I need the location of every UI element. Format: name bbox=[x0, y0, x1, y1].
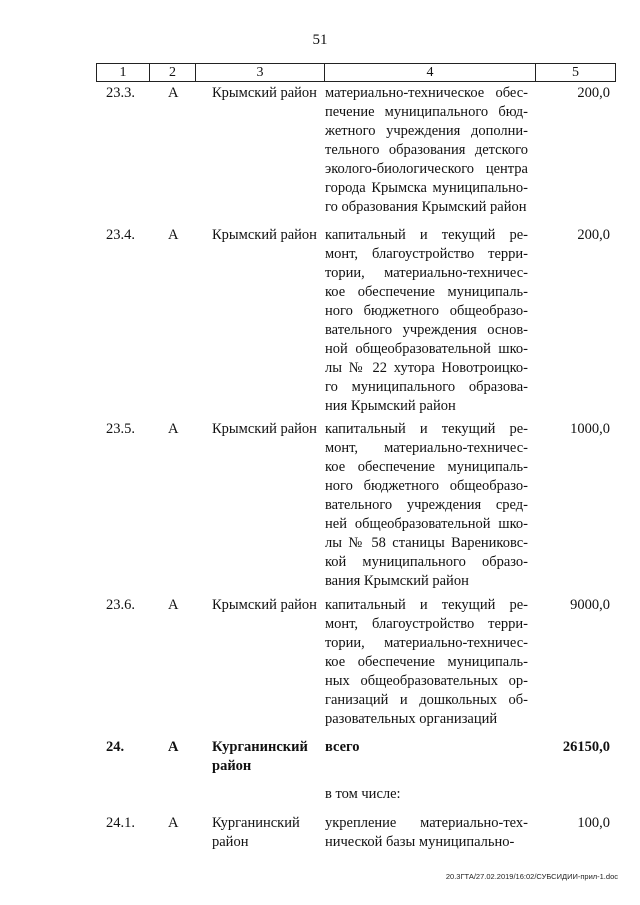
row-number bbox=[106, 785, 156, 804]
row-amount bbox=[540, 738, 610, 757]
row-amount-text: 100,0 bbox=[577, 815, 610, 831]
row-description bbox=[325, 84, 528, 217]
row-amount-text: 26150,0 bbox=[562, 739, 610, 755]
row-amount bbox=[540, 785, 610, 804]
row-description-line: ния Крымский район bbox=[325, 398, 456, 414]
row-description-line: вания Крымский район bbox=[325, 573, 469, 589]
header-col-4: 4 bbox=[325, 64, 536, 81]
row-description bbox=[325, 738, 528, 757]
row-description-line: тельного образования детского bbox=[325, 142, 528, 158]
header-col-5: 5 bbox=[572, 65, 579, 80]
row-district bbox=[212, 420, 316, 439]
row-description-line: нической базы муниципально- bbox=[325, 834, 515, 850]
file-footer: 20.3ГТА/27.02.2019/16:02/СУБСИДИИ-прил-1.doc bbox=[445, 872, 618, 881]
row-number bbox=[106, 226, 156, 245]
row-category-text: А bbox=[168, 85, 179, 101]
row-description bbox=[325, 785, 528, 804]
row-number-text: 23.6. bbox=[106, 597, 135, 613]
row-amount bbox=[540, 814, 610, 833]
row-category-text: А bbox=[168, 227, 179, 243]
row-number-text: 24. bbox=[106, 739, 125, 755]
row-category bbox=[168, 814, 198, 833]
row-description bbox=[325, 420, 528, 591]
row-number-text: 23.4. bbox=[106, 227, 135, 243]
row-description-line: лы № 22 хутора Новотроицко- bbox=[325, 360, 528, 376]
row-description-line: эколого-биологического центра bbox=[325, 161, 528, 177]
row-category-text bbox=[168, 785, 198, 804]
row-category bbox=[168, 420, 198, 439]
header-col-3: 3 bbox=[196, 64, 325, 81]
row-number bbox=[106, 596, 156, 615]
row-district-line: район bbox=[212, 758, 252, 774]
row-description-line: тории, материально-техничес- bbox=[325, 635, 528, 651]
row-description-line: всего bbox=[325, 739, 360, 755]
row-district bbox=[212, 84, 316, 103]
row-description-line: разовательных организаций bbox=[325, 711, 498, 727]
row-amount bbox=[540, 84, 610, 103]
row-category bbox=[168, 785, 198, 804]
row-description bbox=[325, 596, 528, 729]
row-description-line: капитальный и текущий ре- bbox=[325, 597, 528, 613]
row-amount bbox=[540, 596, 610, 615]
row-description-line: монт, благоустройство терри- bbox=[325, 616, 528, 632]
header-col-1: 1 bbox=[97, 64, 150, 81]
row-description-line: укрепление материально-тех- bbox=[325, 815, 528, 831]
row-description-line: капитальный и текущий ре- bbox=[325, 421, 528, 437]
row-category-text: А bbox=[168, 421, 179, 437]
row-number-text: 23.3. bbox=[106, 85, 135, 101]
row-description-line: ного бюджетного общеобразо- bbox=[325, 303, 528, 319]
row-description-line: монт, материально-техничес- bbox=[325, 440, 528, 456]
row-description-line: кое обеспечение муниципаль- bbox=[325, 284, 528, 300]
row-description-line: вательного учреждения основ- bbox=[325, 322, 528, 338]
row-description-line: кой муниципального образо- bbox=[325, 554, 528, 570]
row-amount bbox=[540, 420, 610, 439]
row-district bbox=[212, 596, 316, 615]
row-district-line: Крымский район bbox=[212, 421, 317, 437]
row-description-line: кое обеспечение муниципаль- bbox=[325, 459, 528, 475]
row-amount-text: 200,0 bbox=[577, 227, 610, 243]
row-description bbox=[325, 226, 528, 416]
row-description-line: капитальный и текущий ре- bbox=[325, 227, 528, 243]
row-category-text: А bbox=[168, 597, 179, 613]
row-amount-text: 9000,0 bbox=[570, 597, 610, 613]
row-number bbox=[106, 84, 156, 103]
row-number-text bbox=[106, 785, 156, 804]
row-category bbox=[168, 738, 198, 757]
row-description-line: материально-техническое обес- bbox=[325, 85, 528, 101]
page-number: 51 bbox=[312, 32, 328, 48]
row-district bbox=[212, 814, 316, 852]
row-description-line: ной общеобразовательной шко- bbox=[325, 341, 528, 357]
row-category-text: А bbox=[168, 739, 179, 755]
row-category-text: А bbox=[168, 815, 179, 831]
row-number bbox=[106, 738, 156, 757]
row-description-line: тории, материально-техничес- bbox=[325, 265, 528, 281]
row-description-line: го образования Крымский район bbox=[325, 199, 527, 215]
row-category bbox=[168, 596, 198, 615]
row-district bbox=[212, 226, 316, 245]
row-amount-text: 200,0 bbox=[577, 85, 610, 101]
row-district-line: район bbox=[212, 834, 249, 850]
table-header bbox=[96, 63, 616, 82]
row-number-text: 23.5. bbox=[106, 421, 135, 437]
row-description-line: города Крымска муниципально- bbox=[325, 180, 528, 196]
row-description-line: ных общеобразовательных ор- bbox=[325, 673, 528, 689]
row-amount bbox=[540, 226, 610, 245]
row-description-line: го муниципального образова- bbox=[325, 379, 528, 395]
row-number bbox=[106, 420, 156, 439]
row-district-line: Курганинский bbox=[212, 815, 300, 831]
row-amount-text: 1000,0 bbox=[570, 421, 610, 437]
row-category bbox=[168, 226, 198, 245]
row-amount-text bbox=[540, 785, 610, 804]
row-description-line: вательного учреждения сред- bbox=[325, 497, 528, 513]
row-description-line: печение муниципального бюд- bbox=[325, 104, 528, 120]
row-description-line: кое обеспечение муниципаль- bbox=[325, 654, 528, 670]
row-number bbox=[106, 814, 156, 833]
row-district-line: Крымский район bbox=[212, 85, 317, 101]
row-description-line: жетного учреждения дополни- bbox=[325, 123, 528, 139]
row-description-line: в том числе: bbox=[325, 786, 401, 802]
row-district-line: Курганинский bbox=[212, 739, 308, 755]
row-district-line: Крымский район bbox=[212, 597, 317, 613]
header-col-2: 2 bbox=[150, 64, 196, 81]
row-number-text: 24.1. bbox=[106, 815, 135, 831]
row-district bbox=[212, 738, 316, 776]
row-description-line: монт, благоустройство терри- bbox=[325, 246, 528, 262]
row-description-line: лы № 58 станицы Варениковс- bbox=[325, 535, 528, 551]
row-description-line: ганизаций и дошкольных об- bbox=[325, 692, 528, 708]
row-description-line: ного бюджетного общеобразо- bbox=[325, 478, 528, 494]
row-category bbox=[168, 84, 198, 103]
row-district-line: Крымский район bbox=[212, 227, 317, 243]
row-description bbox=[325, 814, 528, 852]
row-description-line: ней общеобразовательной шко- bbox=[325, 516, 528, 532]
